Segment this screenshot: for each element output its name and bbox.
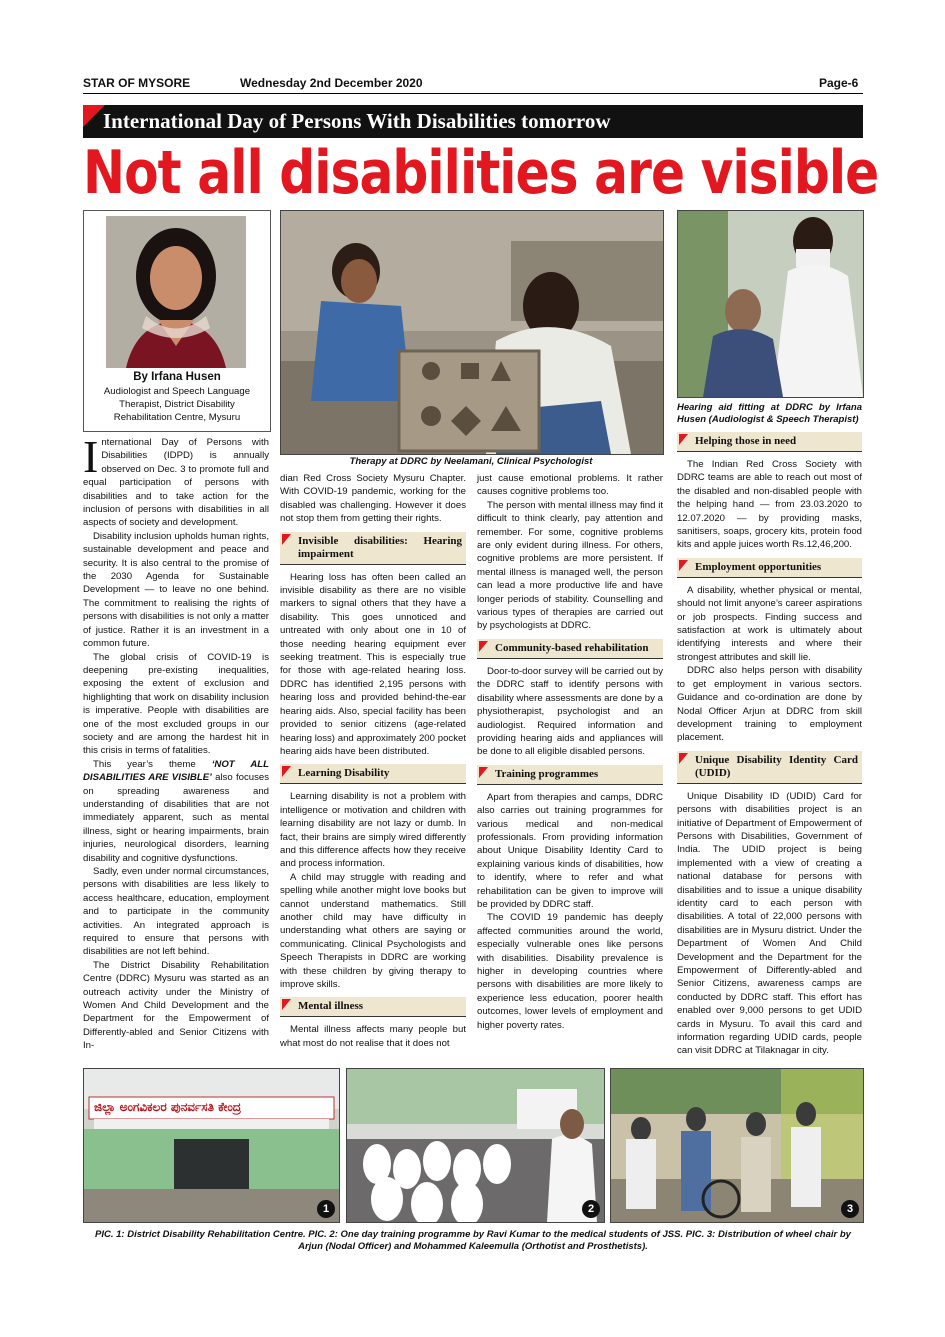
subhead-marker-icon: [679, 560, 688, 571]
column3-para-5: The COVID 19 pandemic has deeply affected communities around the world, especially vulnerable ones like persons with disabilities. Disability prevalence is higher in developing countries where persons with disabilities are more likely to experience less education, poorer health outcomes, lower levels of employment and higher poverty rates.: [477, 912, 663, 1031]
photo-wheelchair-distribution: [610, 1068, 864, 1223]
subhead-udid-text: Unique Disability Identity Card (UDID): [695, 753, 858, 779]
author-box: [83, 210, 271, 432]
column1-para-5: Sadly, even under normal circumstances, persons with disabilities are less likely to access healthcare, education, employment and to participate in the community activities. An integrated approach is required to ensure that persons with disabilities are not left behind.: [83, 866, 269, 958]
wheelchair-photo-svg: [611, 1069, 863, 1222]
right-photo-caption: Hearing aid fitting at DDRC by Irfana Husen (Audiologist & Speech Therapist): [677, 402, 862, 425]
column1-para-4: [83, 758, 269, 865]
subhead-helping-text: Helping those in need: [695, 435, 797, 447]
bottom-photo-caption: PIC. 1: District Disability Rehabilitation Centre. PIC. 2: One day training programme by Ravi Kumar to the medical students of JSS. PIC. 3: Distribution of wheel chair by Arjun (Nodal Officer) and Mohammed Kaleemulla (Orthotist and Prosthetists).: [95, 1229, 851, 1252]
drop-cap: I: [83, 431, 99, 482]
subhead-training-text: Training programmes: [495, 767, 599, 780]
kannada-sign: ಜಿಲ್ಲಾ ಅಂಗವಿಕಲರ ಪುನರ್ವಸತಿ ಕೇಂದ್ರ: [94, 1100, 242, 1114]
column2-para-4: A child may struggle with reading and spelling while another might love books but cannot understand mathematics. Still another child may have difficulty in understanding what others are saying or communicating. Clinical Psychologists and Speech Therapists in DDRC are working with these children by giving therapy to improve skills.: [280, 871, 466, 990]
subhead-marker-icon: [479, 767, 488, 778]
subhead-community-text: Community-based rehabilitation: [495, 641, 649, 654]
center-photo-caption: Therapy at DDRC by Neelamani, Clinical Psychologist: [349, 456, 593, 467]
column4-para-3: DDRC also helps person with disability to get employment in various sectors. Guidance and co-ordination are done by Nodal Officer Arjun at DDRC from skill development training to employment placement.: [677, 665, 862, 744]
column1-para-4-pre: This year’s theme: [93, 758, 212, 770]
training-photo-svg: [347, 1069, 604, 1222]
column3-para-3: Door-to-door survey will be carried out by the DDRC staff to identify persons with disability where assessments are done by a physiotherapist, psychologist and an audiologist. Required information and providing hearing aids and appliances will be done to all eligible disabled persons.: [477, 665, 663, 758]
column-4: [677, 432, 862, 1058]
author-title: Audiologist and Speech Language Therapist, District Disability Rehabilitation Centre, Mysuru: [103, 386, 251, 423]
column1-para-1-text: nternational Day of Persons with Disabilities (IDPD) is annually observed on Dec. 3 to promote full and equal participation of persons with disabilities and to take action for the inclusion of persons with disabilities in all aspects of society and development.: [83, 437, 269, 529]
therapy-photo-svg: [281, 211, 663, 454]
subhead-employment-text: Employment opportunities: [695, 560, 822, 573]
hearing-aid-photo-svg: [678, 211, 863, 397]
subhead-hearing-text: Invisible disabilities: Hearing impairment: [298, 534, 462, 560]
issue-date: Wednesday 2nd December 2020: [240, 76, 423, 90]
subhead-marker-icon: [679, 753, 688, 764]
column1-para-3: The global crisis of COVID-19 is deepening pre-existing inequalities, exposing the extent of exclusion and highlighting that work on disability inclusion is imperative. People with disabilities are one of the most excluded groups in our society and are among the hardest hit in this crisis in terms of fatalities.: [83, 651, 269, 757]
column-2: [280, 472, 466, 1050]
banner-corner-triangle: [83, 105, 105, 127]
kicker-banner: [83, 105, 863, 138]
subhead-learning-text: Learning Disability: [298, 767, 390, 780]
kicker-text: International Day of Persons With Disabilities tomorrow: [103, 109, 611, 133]
subhead-employment: [677, 558, 862, 578]
photo-number-1: 1: [317, 1200, 335, 1218]
therapy-photo: [280, 210, 664, 455]
column4-para-1: The Indian Red Cross Society with DDRC teams are able to reach out most of the disabled and non-disabled people with the helping hand — from 23.03.2020 to 12.07.2020 — by providing masks, sanitisers, soaps, grocery kits, protein food kits and apple juices worth Rs.12,46,200.: [677, 459, 862, 551]
theme-text: ‘NOT ALL DISABILITIES ARE VISIBLE’: [83, 758, 269, 784]
column-1: [83, 431, 270, 1053]
column1-para-4-post: also focuses on spreading awareness and understanding of disabilities that are not immediately apparent, such as mental illness, sight or hearing impairments, brain injuries, neurological disorders, learning disability and cognitive dysfunctions.: [83, 772, 270, 864]
author-photo: [106, 216, 246, 368]
subhead-learning: [280, 764, 466, 784]
column1-para-2: Disability inclusion upholds human rights, sustainable development and peace and security. It is also central to the promise of the 2030 Agenda for Sustainable Development — to leave no one behind. The commitment to realising the rights of persons with disabilities is not only a matter of justice. Rather it is an investment in a common future.: [83, 530, 269, 650]
ddrc-building-svg: [84, 1069, 339, 1222]
subhead-marker-icon: [679, 434, 688, 445]
column4-para-2: A disability, whether physical or mental, should not limit anyone’s career aspirations or job prospects. Finding success and satisfaction at work is ultimately about identifying interests and where their strongest attributes and skill lie.: [677, 584, 862, 663]
headline: Not all disabilities are visible: [83, 138, 879, 208]
photo-number-3: 3: [841, 1200, 859, 1218]
subhead-marker-icon: [282, 534, 291, 545]
subhead-training: [477, 765, 663, 785]
column2-para-5: Mental illness affects many people but what most do not realise that it does not: [280, 1024, 466, 1049]
photo-training-programme: [346, 1068, 605, 1223]
page-number: Page-6: [819, 76, 859, 90]
subhead-hearing: [280, 532, 466, 565]
photo-ddrc-building: [83, 1068, 340, 1223]
column-3: [477, 472, 663, 1032]
author-portrait-svg: [106, 216, 246, 368]
column2-para-3: Learning disability is not a problem with intelligence or motivation and children with learning disability are not lazy or dumb. In fact, their brains are simply wired differently and this difference affects how they receive and process information.: [280, 791, 466, 870]
column3-para-4: Apart from therapies and camps, DDRC also carries out training programmes for various medical and non-medical professionals. From providing information about Unique Disability Identity Card to explaining various kinds of disabilities, how to identify, where to refer and what rehabilitation can be given to improve will be provided by DDRC staff.: [477, 791, 663, 910]
column1-para-6: The District Disability Rehabilitation Centre (DDRC) Mysuru was started as an outreach activity under the Ministry of Women And Child Development and the Department for the Empowerment of Differently-abled and Senior Citizens with In-: [83, 959, 269, 1052]
hearing-aid-photo: [677, 210, 864, 398]
author-name: By Irfana Husen: [133, 371, 221, 383]
subhead-helping: [677, 432, 862, 452]
column3-para-1: just cause emotional problems. It rather causes cognitive problems too.: [477, 473, 663, 498]
publication-name: STAR OF MYSORE: [83, 76, 191, 90]
subhead-mental: [280, 997, 466, 1017]
subhead-marker-icon: [282, 999, 291, 1010]
header-rule: [83, 93, 863, 94]
subhead-mental-text: Mental illness: [298, 1000, 364, 1013]
column1-para-1: [83, 431, 269, 530]
column3-para-2: The person with mental illness may find it difficult to think clearly, pay attention and remember. For some, cognitive problems are only evident during illness. For others, cognitive problems are more persistent. If mental illness is managed well, the person can lead a more productive life and have longer periods of stability. Counselling and various types of therapies are carried out by psychologists at DDRC.: [477, 499, 663, 632]
subhead-community: [477, 639, 663, 659]
column2-para-2: Hearing loss has often been called an invisible disability as there are no visible markers to signal others that they have a disability. This goes unnoticed and untreated with only about one in 10 of those needing hearing equipment ever seeking treatment. This is especially true for those with age-related hearing loss. DDRC has identified 2,195 persons with hearing loss and provided behind-the-ear hearing aids. Also, special facility has been provided to senior citizens (age-related hearing loss) and approximately 200 pocket hearing aids have been distributed.: [280, 571, 466, 757]
column4-para-4: Unique Disability ID (UDID) Card for persons with disabilities project is an initiative of Department of Empowerment of Persons with Disabilities, Government of India. The UDID project is being implemented with a view of creating a national database for persons with disabilities and to issue a unique disability identity card to each person with disabilities. A total of 22,000 persons with disabilities are in Mysuru district. Under the Department of Women And Child Development and the Department for the Empowerment of Differently-abled and Senior Citizens, awareness camps are conducted by DDRC staff. This effort has enabled over 9,000 persons to get UDID cards in Mysuru. To avail this card and information regarding UDID cards, people can visit DDRC at Tilaknagar in city.: [677, 790, 862, 1057]
photo-number-2: 2: [582, 1200, 600, 1218]
column2-para-1: dian Red Cross Society Mysuru Chapter. With COVID-19 pandemic, working for the disabled was challenging. However it does not stop them from getting their rights.: [280, 473, 466, 525]
subhead-marker-icon: [282, 766, 291, 777]
subhead-marker-icon: [479, 641, 488, 652]
subhead-udid: [677, 751, 862, 784]
